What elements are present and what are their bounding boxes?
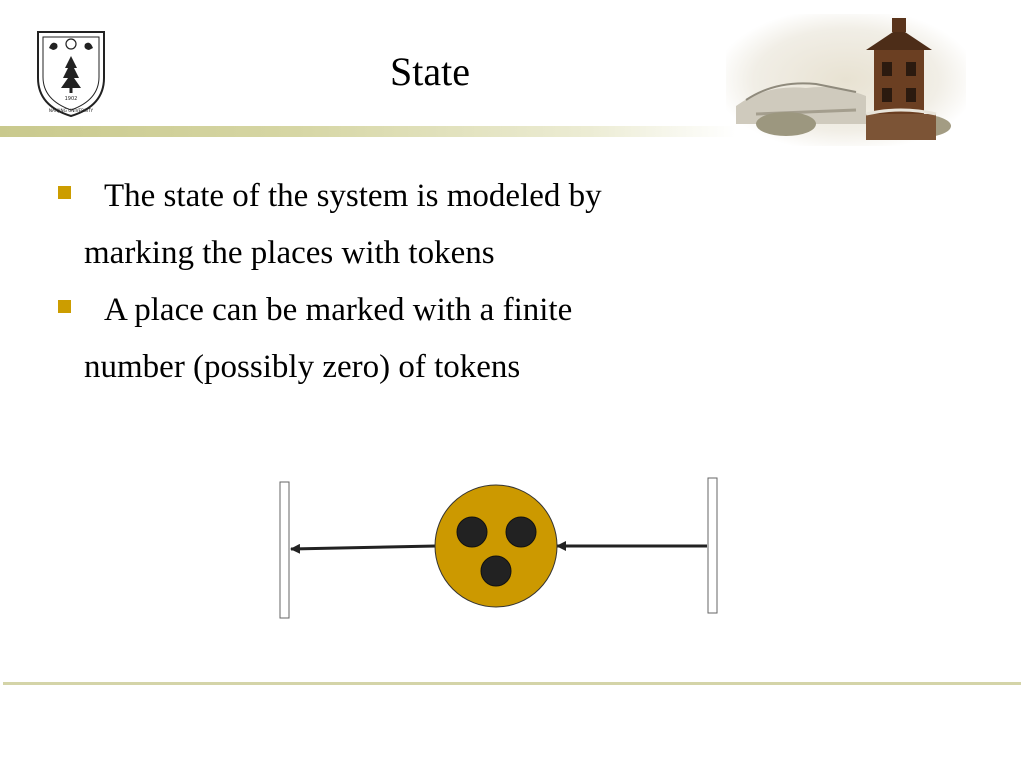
arc-place-to-left-transition [291,546,436,549]
slide-title: State [390,49,470,94]
bullet-line: The state of the system is modeled by [104,178,602,214]
title-underline [0,126,736,137]
logo-year: 1902 [64,96,78,102]
logo-text: NANJING UNIVERSITY [48,108,94,113]
petri-net-diagram [270,470,730,630]
transition-right [708,478,717,613]
bullet-line: A place can be marked with a finite [104,292,573,328]
bullet-square-icon [58,300,71,313]
place-circle [435,485,557,607]
token-dot [506,517,536,547]
token-dot [481,556,511,586]
nanjing-university-seal-icon [34,28,108,118]
bullet-square-icon [58,186,71,199]
bullet-item [54,168,734,282]
bullet-list [54,168,734,396]
bullet-line: number (possibly zero) of tokens [84,349,521,385]
campus-tower-image [726,14,966,146]
bullet-line: marking the places with tokens [84,235,495,271]
bullet-item [54,282,734,396]
footer-rule [3,682,1021,685]
token-dot [457,517,487,547]
transition-left [280,482,289,618]
